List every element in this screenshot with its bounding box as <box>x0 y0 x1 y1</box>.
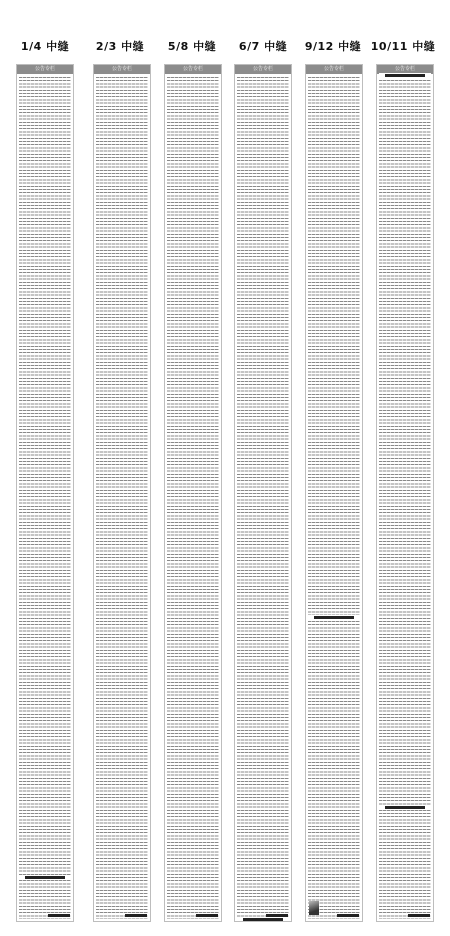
notice-strip-1-4 <box>16 64 74 922</box>
notice-heading <box>379 73 431 78</box>
strip-header: 公告专栏 <box>165 65 221 74</box>
gutter-label-2-3: 2/3 中缝 <box>95 40 145 53</box>
strip-footer <box>48 914 70 917</box>
notice-text-block <box>237 76 289 919</box>
notice-heading <box>308 615 360 620</box>
strip-header: 公告专栏 <box>17 65 73 74</box>
strip-header: 公告专栏 <box>94 65 150 74</box>
gutter-label-6-7: 6/7 中缝 <box>238 40 288 53</box>
portrait-photo <box>309 901 319 915</box>
strip-footer <box>337 914 359 917</box>
gutter-label-9-12: 9/12 中缝 <box>304 40 362 53</box>
notice-strip-6-7 <box>234 64 292 922</box>
notice-strip-10-11 <box>376 64 434 922</box>
gutter-label-10-11: 10/11 中缝 <box>370 40 436 53</box>
strip-header: 公告专栏 <box>377 65 433 74</box>
strip-header: 公告专栏 <box>235 65 291 74</box>
notice-strip-9-12 <box>305 64 363 922</box>
notice-text-block <box>19 76 71 919</box>
strip-footer <box>408 914 430 917</box>
notice-text-block <box>96 76 148 919</box>
notice-heading <box>237 917 289 922</box>
notice-heading <box>379 805 431 810</box>
strip-footer <box>196 914 218 917</box>
notice-text-block <box>379 76 431 919</box>
notice-strip-5-8 <box>164 64 222 922</box>
gutter-label-5-8: 5/8 中缝 <box>167 40 217 53</box>
strip-header: 公告专栏 <box>306 65 362 74</box>
notice-strip-2-3 <box>93 64 151 922</box>
notice-text-block <box>308 76 360 919</box>
strip-footer <box>125 914 147 917</box>
gutter-label-1-4: 1/4 中缝 <box>20 40 70 53</box>
strip-footer <box>266 914 288 917</box>
notice-text-block <box>167 76 219 919</box>
notice-heading <box>19 875 71 880</box>
